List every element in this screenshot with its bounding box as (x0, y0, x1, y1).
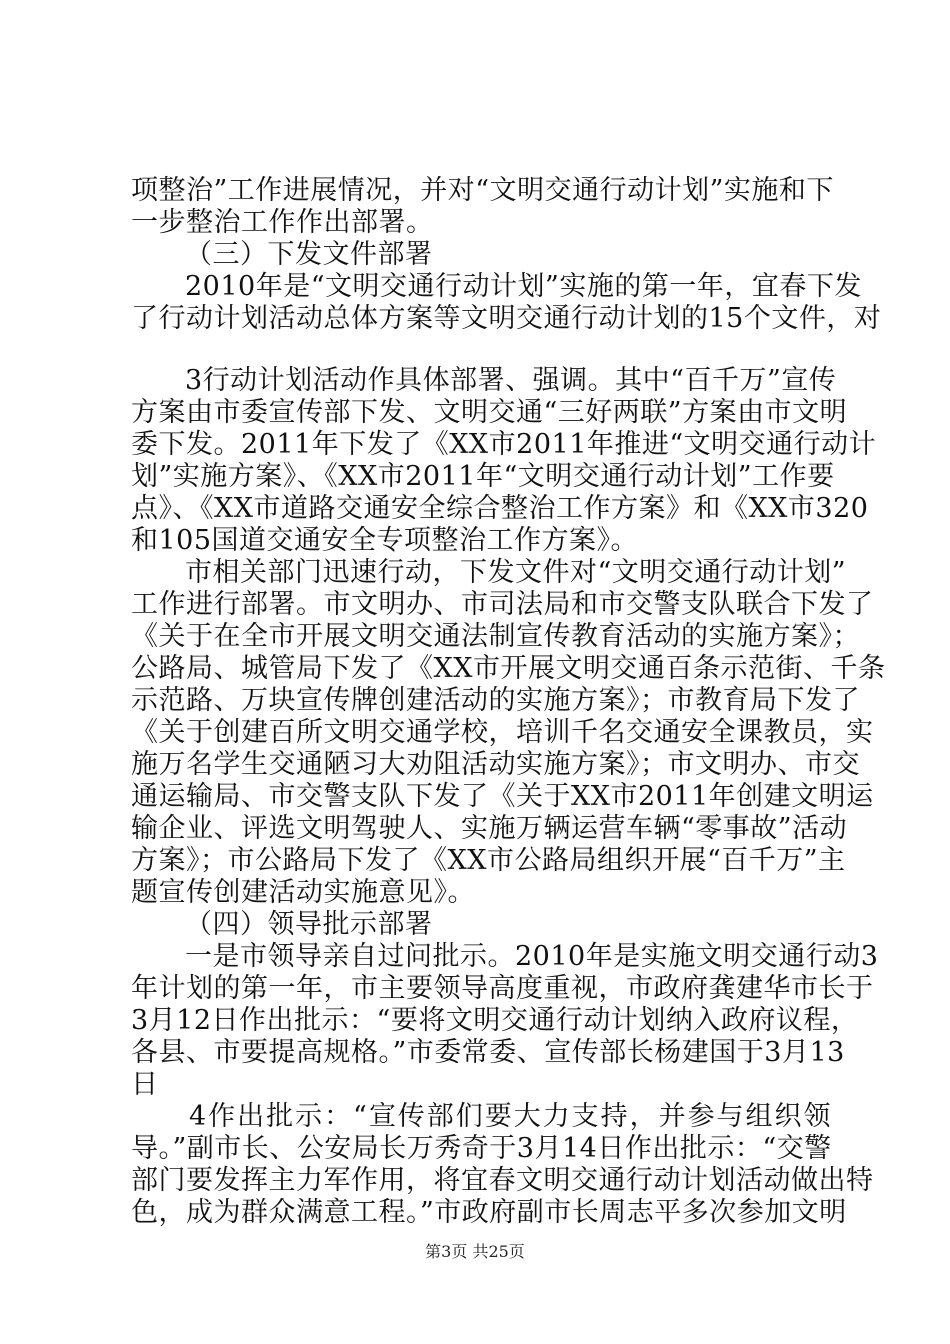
text-line: 市相关部门迅速行动，下发文件对“文明交通行动计划” (185, 557, 847, 588)
text-line: 《关于在全市开展文明交通法制宣传教育活动的实施方案》； (131, 621, 860, 652)
text-line: 项整治”工作进展情况，并对“文明交通行动计划”实施和下 (131, 175, 834, 206)
text-line: 输企业、评选文明驾驶人、实施万辆运营车辆“零事故”活动 (131, 813, 848, 844)
text-line: 《关于创建百所文明交通学校，培训千名交通安全课教员，实 (131, 717, 874, 748)
page-footer: 第3页 共25页 (425, 1242, 525, 1261)
text-line: 导。”副市长、公安局长万秀奇于3月14日作出批示：“交警 (131, 1133, 832, 1164)
text-line: 4作出批示：“宣传部们要大力支持，并参与组织领 (189, 1101, 831, 1132)
text-line: 各县、市要提高规格。”市委常委、宣传部长杨建国于3月13 (131, 1037, 845, 1068)
text-line: 划”实施方案》、《XX市2011年“文明交通行动计划”工作要 (131, 461, 835, 492)
text-line: 年计划的第一年，市主要领导高度重视，市政府龚建华市长于 (131, 973, 874, 1004)
text-line: 公路局、城管局下发了《XX市开展文明交通百条示范街、千条 (131, 653, 886, 684)
text-line: 一是市领导亲自过问批示。2010年是实施文明交通行动3 (185, 941, 879, 972)
text-line: 工作进行部署。市文明办、市司法局和市交警支队联合下发了 (131, 589, 874, 620)
text-line: 日 (131, 1069, 159, 1100)
text-line: 一步整治工作作出部署。 (131, 207, 434, 238)
text-line: 示范路、万块宣传牌创建活动的实施方案》；市教育局下发了 (131, 685, 860, 716)
section-heading: （四）领导批示部署 (185, 909, 433, 940)
text-line: 点》、《XX市道路交通安全综合整治工作方案》和《XX市320 (131, 493, 869, 524)
text-line: 了行动计划活动总体方案等文明交通行动计划的15个文件，对 (131, 303, 882, 334)
text-line: 部门要发挥主力军作用，将宜春文明交通行动计划活动做出特 (131, 1165, 874, 1196)
text-line: 3月12日作出批示：“要将文明交通行动计划纳入政府议程， (131, 1005, 859, 1036)
section-heading: （三）下发文件部署 (185, 239, 433, 270)
text-line: 题宣传创建活动实施意见》。 (131, 877, 475, 908)
text-line: 委下发。2011年下发了《XX市2011年推进“文明交通行动计 (131, 429, 877, 460)
text-line: 施万名学生交通陋习大劝阻活动实施方案》；市文明办、市交 (131, 749, 860, 780)
text-line: 方案由市委宣传部下发、文明交通“三好两联”方案由市文明 (131, 397, 848, 428)
text-line: 方案》；市公路局下发了《XX市公路局组织开展“百千万”主 (131, 845, 846, 876)
text-line: 和105国道交通安全专项整治工作方案》。 (131, 525, 639, 556)
text-line: 2010年是“文明交通行动计划”实施的第一年，宜春下发 (185, 271, 862, 302)
text-line: 通运输局、市交警支队下发了《关于XX市2011年创建文明运 (131, 781, 874, 812)
text-line: 色，成为群众满意工程。”市政府副市长周志平多次参加文明 (131, 1197, 847, 1228)
text-line: 3行动计划活动作具体部署、强调。其中“百千万”宣传 (185, 365, 837, 396)
